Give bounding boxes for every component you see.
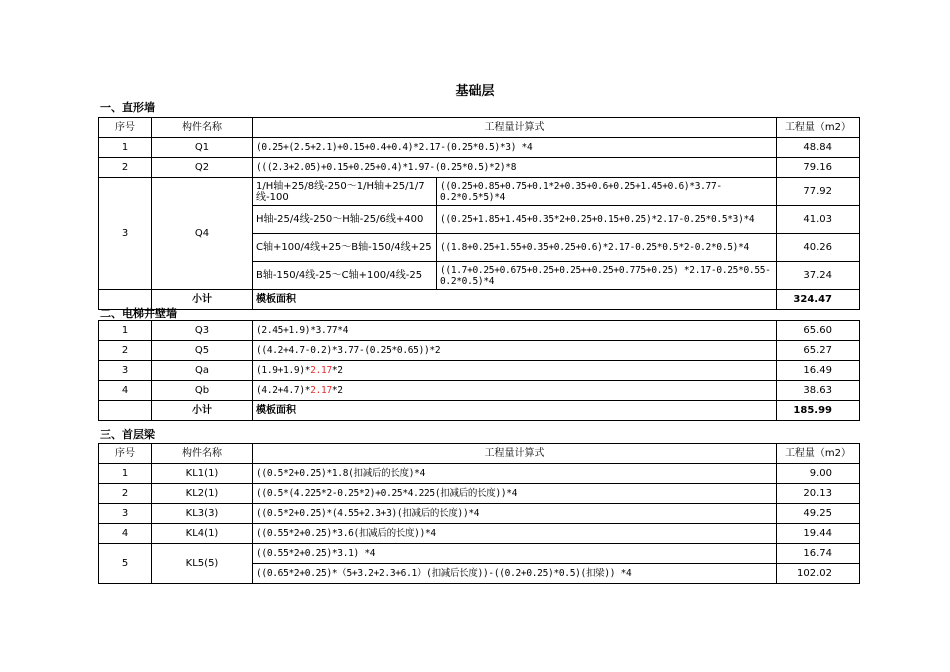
- row-qty: 16.49: [777, 361, 860, 381]
- straight-wall-table: [98, 117, 860, 310]
- row-name: KL3(3): [152, 504, 253, 524]
- subtotal-qty: 185.99: [777, 401, 860, 421]
- row-name: KL2(1): [152, 484, 253, 504]
- row-name: KL1(1): [152, 464, 253, 484]
- row-qty: 79.16: [777, 158, 860, 178]
- row-formula: ((0.25+0.85+0.75+0.1*2+0.35+0.6+0.25+1.45+0.6)*3.77-0.2*0.5*5)*4: [437, 178, 777, 206]
- row-formula: (0.25+(2.5+2.1)+0.15+0.4+0.4)*2.17-(0.25*0.5)*3) *4: [253, 138, 777, 158]
- row-qty: 38.63: [777, 381, 860, 401]
- header-formula: 工程量计算式: [253, 118, 777, 138]
- row-no: 4: [99, 381, 152, 401]
- row-axis: H轴-25/4线-250～H轴-25/6线+400: [253, 206, 437, 234]
- row-no: 2: [99, 158, 152, 178]
- page-title: 基础层: [455, 84, 495, 99]
- row-formula: ((0.5*2+0.25)*(4.55+2.3+3)(扣减后的长度))*4: [253, 504, 777, 524]
- row-axis: C轴+100/4线+25～B轴-150/4线+25: [253, 234, 437, 262]
- row-formula: (((2.3+2.05)+0.15+0.25+0.4)*1.97-(0.25*0.5)*2)*8: [253, 158, 777, 178]
- row-no: 3: [99, 178, 152, 290]
- row-qty: 9.00: [777, 464, 860, 484]
- subtotal-spacer: [99, 401, 152, 421]
- row-qty: 19.44: [777, 524, 860, 544]
- subtotal-row: [99, 290, 860, 310]
- subtotal-note: 模板面积: [253, 290, 777, 310]
- row-no: 3: [99, 361, 152, 381]
- row-qty: 20.13: [777, 484, 860, 504]
- table-header-row: [99, 118, 860, 138]
- table-row: [99, 178, 860, 206]
- row-name: Qb: [152, 381, 253, 401]
- subtotal-label: 小计: [152, 290, 253, 310]
- elevator-wall-table: [98, 320, 860, 421]
- row-formula: ((1.8+0.25+1.55+0.35+0.25+0.6)*2.17-0.25*0.5*2-0.2*0.5)*4: [437, 234, 777, 262]
- row-formula: (1.9+1.9)*2.17*2: [253, 361, 777, 381]
- table-row: [99, 158, 860, 178]
- section-heading-first-floor-beam: 三、首层梁: [100, 428, 155, 441]
- row-formula: ((0.5*2+0.25)*1.8(扣减后的长度)*4: [253, 464, 777, 484]
- table-row: [99, 321, 860, 341]
- row-no: 2: [99, 484, 152, 504]
- subtotal-label: 小计: [152, 401, 253, 421]
- row-formula: ((4.2+4.7-0.2)*3.77-(0.25*0.65))*2: [253, 341, 777, 361]
- row-qty: 49.25: [777, 504, 860, 524]
- row-name: Q5: [152, 341, 253, 361]
- row-formula: ((0.55*2+0.25)*3.1) *4: [253, 544, 777, 564]
- table-row: [99, 484, 860, 504]
- row-no: 1: [99, 138, 152, 158]
- row-formula: ((0.55*2+0.25)*3.6(扣减后的长度))*4: [253, 524, 777, 544]
- table-row: [99, 138, 860, 158]
- row-qty: 102.02: [777, 564, 860, 584]
- row-qty: 65.27: [777, 341, 860, 361]
- row-no: 1: [99, 464, 152, 484]
- subtotal-row: [99, 401, 860, 421]
- row-name: Qa: [152, 361, 253, 381]
- section-heading-elevator-wall: 二、电梯井壁墙: [100, 307, 177, 320]
- row-name: KL5(5): [152, 544, 253, 584]
- row-no: 5: [99, 544, 152, 584]
- table-row: [99, 464, 860, 484]
- row-no: 4: [99, 524, 152, 544]
- table-row: [99, 524, 860, 544]
- row-formula: ((0.25+1.85+1.45+0.35*2+0.25+0.15+0.25)*2.17-0.25*0.5*3)*4: [437, 206, 777, 234]
- row-formula: ((0.65*2+0.25)*（5+3.2+2.3+6.1）(扣减后长度))-((0.2+0.25)*0.5)(扣梁)) *4: [253, 564, 777, 584]
- header-no: 序号: [99, 118, 152, 138]
- row-qty: 40.26: [777, 234, 860, 262]
- table-row: [99, 544, 860, 564]
- first-floor-beam-table: [98, 443, 860, 584]
- subtotal-note: 模板面积: [253, 401, 777, 421]
- row-qty: 48.84: [777, 138, 860, 158]
- table-row: [99, 381, 860, 401]
- table-row: [99, 341, 860, 361]
- row-name: Q2: [152, 158, 253, 178]
- row-axis: B轴-150/4线-25～C轴+100/4线-25: [253, 262, 437, 290]
- table-header-row: [99, 444, 860, 464]
- header-qty: 工程量（m2）: [777, 444, 860, 464]
- section-heading-straight-wall: 一、直形墙: [100, 101, 155, 114]
- row-no: 2: [99, 341, 152, 361]
- header-name: 构件名称: [152, 118, 253, 138]
- header-name: 构件名称: [152, 444, 253, 464]
- row-name: Q1: [152, 138, 253, 158]
- row-qty: 77.92: [777, 178, 860, 206]
- row-formula: (2.45+1.9)*3.77*4: [253, 321, 777, 341]
- table-row: [99, 361, 860, 381]
- header-no: 序号: [99, 444, 152, 464]
- row-qty: 16.74: [777, 544, 860, 564]
- row-name: Q3: [152, 321, 253, 341]
- row-no: 1: [99, 321, 152, 341]
- row-axis: 1/H轴+25/8线-250～1/H轴+25/1/7线-100: [253, 178, 437, 206]
- subtotal-qty: 324.47: [777, 290, 860, 310]
- row-no: 3: [99, 504, 152, 524]
- row-formula: ((1.7+0.25+0.675+0.25+0.25++0.25+0.775+0.25) *2.17-0.25*0.55-0.2*0.5)*4: [437, 262, 777, 290]
- table-row: [99, 504, 860, 524]
- header-formula: 工程量计算式: [253, 444, 777, 464]
- row-qty: 37.24: [777, 262, 860, 290]
- row-qty: 41.03: [777, 206, 860, 234]
- row-formula: ((0.5*(4.225*2-0.25*2)+0.25*4.225(扣减后的长度))*4: [253, 484, 777, 504]
- row-name: Q4: [152, 178, 253, 290]
- row-name: KL4(1): [152, 524, 253, 544]
- row-qty: 65.60: [777, 321, 860, 341]
- header-qty: 工程量（m2）: [777, 118, 860, 138]
- row-formula: (4.2+4.7)*2.17*2: [253, 381, 777, 401]
